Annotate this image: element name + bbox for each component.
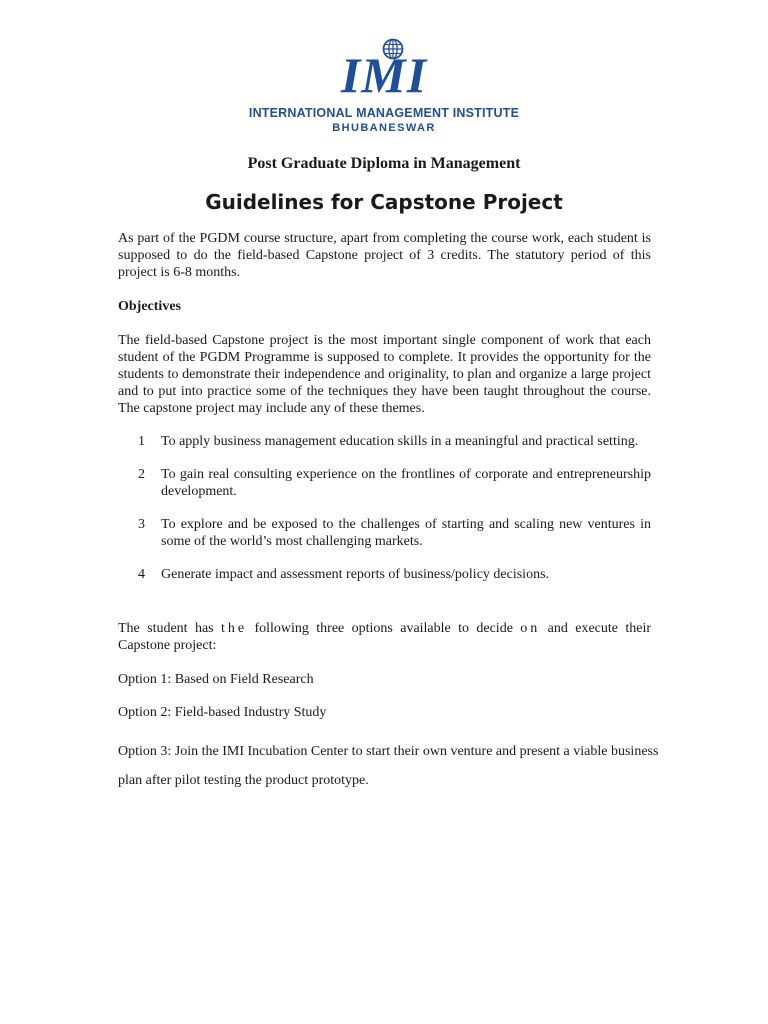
- list-item-number: 2: [138, 467, 145, 482]
- list-item-text: To explore and be exposed to the challenges of starting and scaling new ventures in some of the world’s most challenging markets.: [161, 517, 651, 549]
- objectives-heading: Objectives: [118, 299, 181, 314]
- logo-mark: [324, 38, 444, 103]
- institute-logo: [0, 38, 768, 135]
- list-item-number: 4: [138, 567, 145, 582]
- institute-name: INTERNATIONAL MANAGEMENT INSTITUTE: [248, 106, 520, 120]
- list-item-text: Generate impact and assessment reports of business/policy decisions.: [161, 567, 550, 582]
- list-item-text: To apply business management education skills in a meaningful and practical setting.: [161, 434, 639, 449]
- option-2: Option 2: Field-based Industry Study: [118, 705, 327, 720]
- option-3: Option 3: Join the IMI Incubation Center to start their own venture and present a viable business plan after pilot testing the product prototype.: [118, 744, 659, 788]
- document-title: Guidelines for Capstone Project: [205, 190, 563, 214]
- document-body: [118, 230, 659, 795]
- list-item: [118, 516, 651, 550]
- list-item: [118, 433, 651, 450]
- options-intro-text: following three options available to decide: [254, 621, 513, 636]
- list-item-number: 3: [138, 517, 145, 532]
- document-subtitle: Post Graduate Diploma in Management: [247, 155, 521, 172]
- logo-letters: IMI: [340, 47, 428, 103]
- list-item: [118, 566, 651, 583]
- options-intro-paragraph: [118, 620, 651, 654]
- options-intro-text: the: [220, 621, 248, 636]
- options-intro-text: on: [520, 621, 541, 636]
- option-1: Option 1: Based on Field Research: [118, 672, 314, 687]
- objectives-paragraph: The field-based Capstone project is the most important single component of work that each student of the PGDM Programme is supposed to complete. It provides the opportunity for the students to demonstrate their independence and originality, to plan and organize a large project and to put into practice some of the techniques they have been taught throughout the course. The capstone project may include any of these themes.: [118, 333, 651, 416]
- intro-paragraph: As part of the PGDM course structure, apart from completing the course work, each student is supposed to do the field-based Capstone project of 3 credits. The statutory period of this project is 6-8 months.: [118, 231, 651, 280]
- list-item-text: To gain real consulting experience on the frontlines of corporate and entrepreneurship development.: [161, 467, 651, 499]
- options-intro-text: and execute their Capstone project:: [118, 621, 652, 653]
- objectives-list: [118, 433, 651, 583]
- list-item: [118, 466, 651, 500]
- institute-city: BHUBANESWAR: [332, 122, 436, 134]
- list-item-number: 1: [138, 434, 145, 449]
- options-intro-text: The student has: [118, 621, 214, 636]
